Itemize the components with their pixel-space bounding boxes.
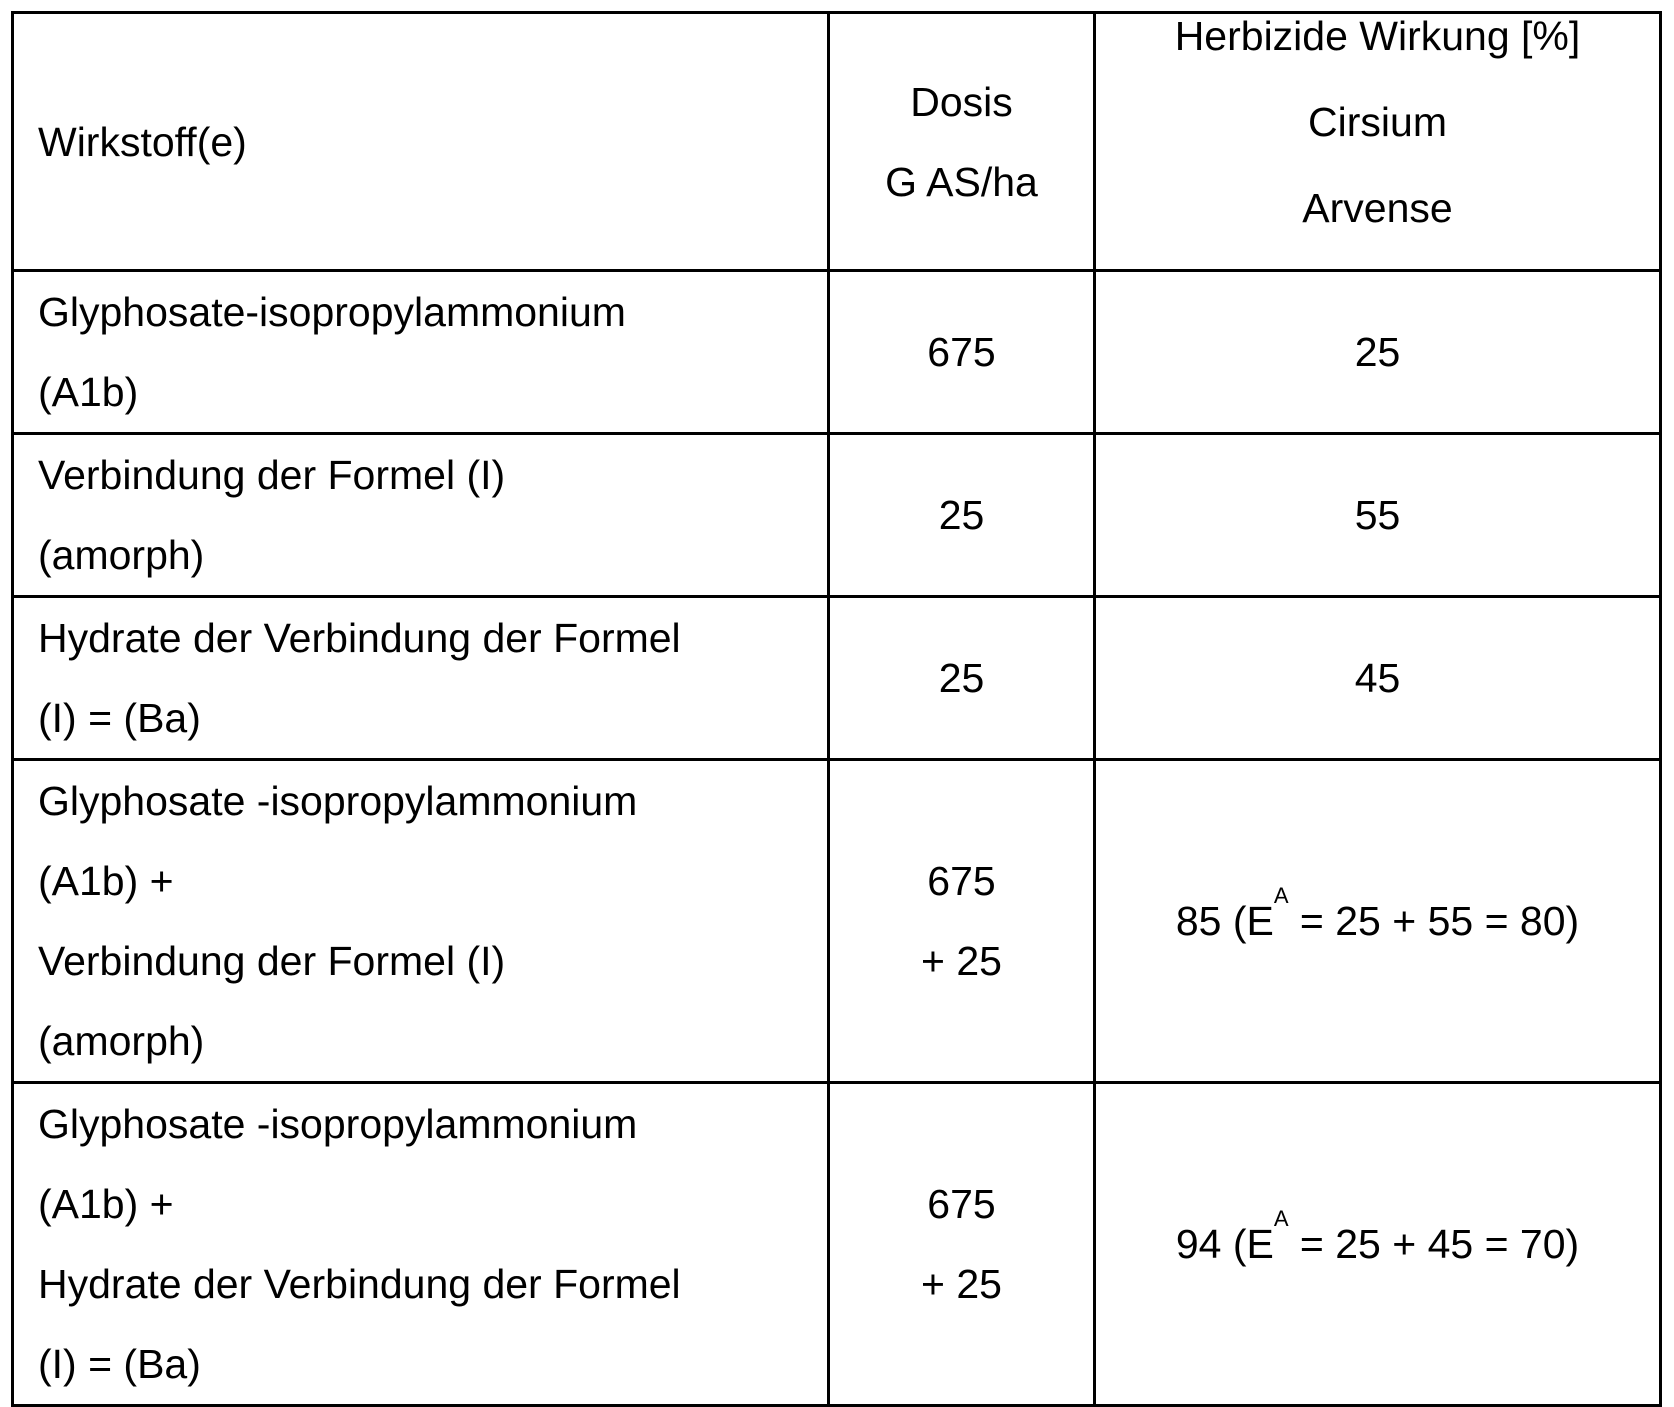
substance-cell	[13, 1083, 829, 1406]
substance-line: Hydrate der Verbindung der Formel	[38, 598, 827, 678]
dose-line: + 25	[830, 1244, 1093, 1324]
dose-line: + 25	[830, 921, 1093, 1001]
substance-line: (A1b) +	[38, 1164, 827, 1244]
effect-value: 45	[1355, 655, 1401, 701]
table-row	[13, 597, 1661, 760]
substance-line: Hydrate der Verbindung der Formel	[38, 1244, 827, 1324]
substance-cell	[13, 760, 829, 1083]
table-row	[13, 1083, 1661, 1406]
substance-cell	[13, 271, 829, 434]
header-dose	[829, 13, 1095, 271]
effect-sup: A	[1274, 1206, 1289, 1231]
substance-line: (I) = (Ba)	[38, 678, 827, 758]
effect-value: 94 (E	[1176, 1221, 1274, 1267]
effect-value: 25	[1355, 329, 1401, 375]
dose-line: 675	[830, 841, 1093, 921]
substance-line: Glyphosate -isopropylammonium	[38, 1084, 827, 1164]
table-row	[13, 271, 1661, 434]
header-effect-title: Herbizide Wirkung [%]	[1096, 0, 1659, 79]
header-substance: Wirkstoff(e)	[13, 13, 829, 271]
header-effect-species: Cirsium	[1096, 79, 1659, 165]
substance-line: Verbindung der Formel (I)	[38, 435, 827, 515]
header-row	[13, 13, 1661, 271]
dose-cell	[829, 760, 1095, 1083]
substance-line: (A1b) +	[38, 841, 827, 921]
dose-line: 675	[830, 312, 1093, 392]
effect-cell	[1095, 597, 1661, 760]
effect-cell	[1095, 271, 1661, 434]
substance-line: Glyphosate-isopropylammonium	[38, 272, 827, 352]
substance-line: Glyphosate -isopropylammonium	[38, 761, 827, 841]
dose-cell	[829, 597, 1095, 760]
substance-line: Verbindung der Formel (I)	[38, 921, 827, 1001]
effect-rest: = 25 + 45 = 70)	[1289, 1221, 1580, 1267]
dose-line: 25	[830, 475, 1093, 555]
effect-value: 55	[1355, 492, 1401, 538]
dose-cell	[829, 1083, 1095, 1406]
dose-line: 25	[830, 638, 1093, 718]
header-dose-unit: G AS/ha	[830, 142, 1093, 222]
header-dose-line: Dosis	[830, 62, 1093, 142]
header-effect-species2: Arvense	[1096, 165, 1659, 251]
table-row	[13, 760, 1661, 1083]
substance-cell	[13, 597, 829, 760]
results-table	[11, 11, 1662, 1407]
substance-line: (amorph)	[38, 1001, 827, 1081]
effect-cell	[1095, 1083, 1661, 1406]
substance-cell	[13, 434, 829, 597]
effect-value: 85 (E	[1176, 898, 1274, 944]
substance-line: (I) = (Ba)	[38, 1324, 827, 1404]
dose-line: 675	[830, 1164, 1093, 1244]
table-row	[13, 434, 1661, 597]
substance-line: (A1b)	[38, 352, 827, 432]
header-effect	[1095, 13, 1661, 271]
substance-line: (amorph)	[38, 515, 827, 595]
effect-sup: A	[1274, 883, 1289, 908]
dose-cell	[829, 271, 1095, 434]
effect-rest: = 25 + 55 = 80)	[1289, 898, 1580, 944]
effect-cell	[1095, 434, 1661, 597]
dose-cell	[829, 434, 1095, 597]
effect-cell	[1095, 760, 1661, 1083]
